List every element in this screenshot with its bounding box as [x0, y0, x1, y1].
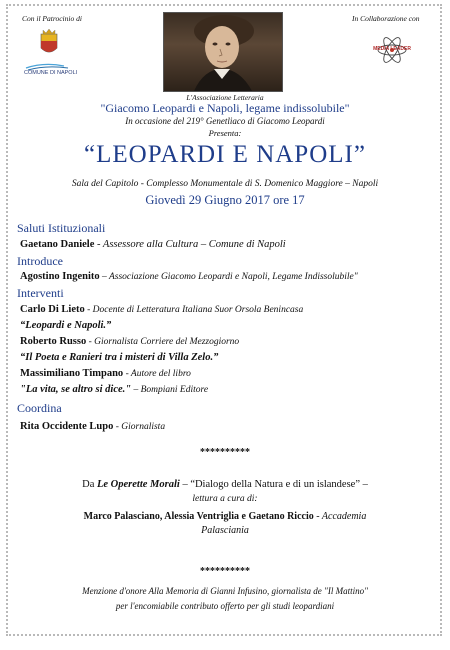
- reading-by: lettura a cura di:: [192, 494, 258, 504]
- section-introduce: Introduce: [17, 254, 63, 268]
- speaker-role: - Assessore alla Cultura – Comune di Napoli: [94, 239, 286, 250]
- comune-napoli-logo: [38, 28, 60, 58]
- academy-separator: -: [313, 511, 322, 522]
- patronage-label: Con il Patrocinio di: [22, 14, 82, 23]
- speaker-role: - Autore del libro: [123, 369, 191, 379]
- media-leader-text: MEDIA LEADER: [373, 46, 411, 52]
- speaker-ingenito: [20, 271, 358, 282]
- academy-line-2: Palasciania: [201, 525, 249, 536]
- media-leader-logo: [368, 34, 416, 66]
- reading-work: Le Operette Morali: [96, 479, 180, 490]
- association-name: "Giacomo Leopardi e Napoli, legame indissolubile": [100, 101, 350, 115]
- talk-dilieto: “Leopardi e Napoli.”: [20, 320, 112, 331]
- separator-2: **********: [200, 566, 250, 577]
- reading-dialog: – “Dialogo della Natura e di un islandese” –: [179, 479, 368, 490]
- occasion-line: In occasione del 219° Genetliaco di Giacomo Leopardi: [125, 116, 325, 126]
- venue-line: Sala del Capitolo - Complesso Monumentale di S. Domenico Maggiore – Napoli: [71, 179, 379, 189]
- comune-napoli-text: COMUNE DI NAPOLI: [24, 70, 78, 76]
- reading-line: [0, 479, 450, 490]
- speaker-role: - Giornalista Corriere del Mezzogiorno: [86, 337, 240, 347]
- event-title: “LEOPARDI E NAPOLI”: [84, 141, 366, 168]
- book-timpano: [20, 384, 208, 395]
- publisher: – Bompiani Editore: [131, 385, 209, 395]
- leopardi-portrait: [163, 12, 283, 92]
- date-time: Giovedì 29 Giugno 2017 ore 17: [145, 193, 305, 207]
- separator-1: **********: [200, 447, 250, 458]
- association-label: L'Associazione Letteraria: [186, 93, 264, 102]
- speaker-lupo: [20, 421, 165, 432]
- speaker-role: – Associazione Giacomo Leopardi e Napoli, Legame Indissolubile": [99, 272, 358, 282]
- comune-napoli-wordmark: [24, 62, 80, 76]
- section-saluti: Saluti Istituzionali: [17, 221, 106, 235]
- academy: Accademia: [321, 511, 367, 522]
- speaker-role: - Docente di Letteratura Italiana Suor Orsola Benincasa: [84, 305, 304, 315]
- speaker-name: Carlo Di Lieto: [20, 304, 85, 315]
- readers-line: [0, 511, 450, 522]
- speaker-role: - Giornalista: [113, 422, 166, 432]
- section-interventi: Interventi: [17, 286, 64, 300]
- speaker-name: Rita Occidente Lupo: [20, 421, 114, 432]
- speaker-name: Roberto Russo: [20, 336, 87, 347]
- speaker-timpano: [20, 368, 191, 379]
- talk-russo: “Il Poeta e Ranieri tra i misteri di Villa Zelo.”: [20, 352, 219, 363]
- speaker-daniele: [20, 239, 286, 250]
- footer-line-1: Menzione d'onore Alla Memoria di Gianni Infusino, giornalista de "Il Mattino": [82, 586, 368, 596]
- speaker-name: Agostino Ingenito: [20, 271, 100, 282]
- readers: Marco Palasciano, Alessia Ventriglia e Gaetano Riccio: [83, 511, 314, 522]
- speaker-dilieto: [20, 304, 303, 315]
- book-title: "La vita, se altro si dice.": [20, 384, 132, 395]
- presents-label: Presenta:: [208, 128, 242, 138]
- reading-prefix: Da: [82, 479, 97, 490]
- speaker-name: Gaetano Daniele: [20, 239, 95, 250]
- footer-line-2: per l'encomiabile contributo offerto per gli studi leopardiani: [115, 601, 335, 611]
- speaker-name: Massimiliano Timpano: [20, 368, 124, 379]
- collaboration-label: In Collaborazione con: [352, 14, 420, 23]
- section-coordina: Coordina: [17, 401, 62, 415]
- speaker-russo: [20, 336, 239, 347]
